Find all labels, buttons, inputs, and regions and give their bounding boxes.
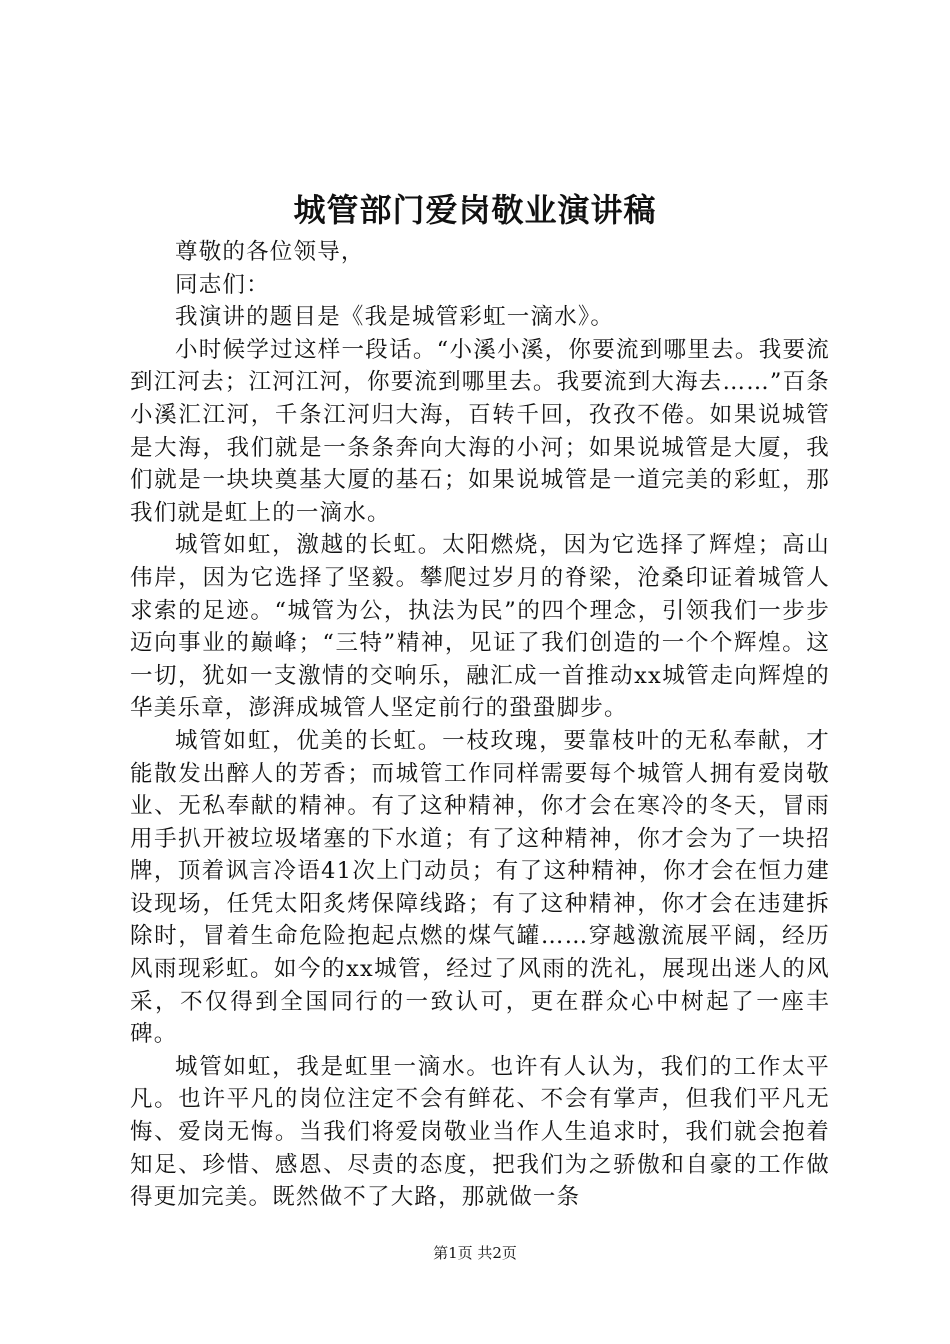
salutation-leaders: 尊敬的各位领导， <box>175 239 365 265</box>
body-paragraph: 小时候学过这样一段话。“小溪小溪，你要流到哪里去。我要流到江河去；江河江河，你要流到哪里去。我要流到大海去……”百条小溪汇江河，千条江河归大海，百转千回，孜孜不倦。如果说城管是大海，我们就是一条条奔向大海的小河；如果说城管是大厦，我们就是一块块奠基大厦的基石；如果说城管是一道完美的彩虹，那我们就是虹上的一滴水。 <box>130 336 831 526</box>
speech-topic: 我演讲的题目是《我是城管彩虹一滴水》。 <box>175 304 615 331</box>
document-title: 城管部门爱岗敬业演讲稿 <box>293 191 657 229</box>
body-paragraph: 城管如虹，激越的长虹。太阳燃烧，因为它选择了辉煌；高山伟岸，因为它选择了坚毅。攀爬过岁月的脊梁，沧桑印证着城管人求索的足迹。“城管为公，执法为民”的四个理念，引领我们一步步迈向事业的巅峰；“三特”精神，见证了我们创造的一个个辉煌。这一切，犹如一支激情的交响乐，融汇成一首推动xx城管走向辉煌的华美乐章，澎湃成城管人坚定前行的蛩蛩脚步。 <box>130 532 830 722</box>
body-paragraph: 城管如虹，优美的长虹。一枝玫瑰，要靠枝叶的无私奉献，才能散发出醉人的芳香；而城管工作同样需要每个城管人拥有爱岗敬业、无私奉献的精神。有了这种精神，你才会在寒冷的冬天，冒雨用手扒开被垃圾堵塞的下水道；有了这种精神，你才会为了一块招牌，顶着讽言冷语41次上门动员；有了这种精神，你才会在恒力建设现场，任凭太阳炙烤保障线路；有了这种精神，你才会在违建拆除时，冒着生命危险抱起点燃的煤气罐……穿越激流展平阔，经历风雨现彩虹。如今的xx城管，经过了风雨的洗礼，展现出迷人的风采，不仅得到全国同行的一致认可，更在群众心中树起了一座丰碑。 <box>130 727 830 1048</box>
page-number-footer: 第1页 共2页 <box>433 1244 517 1262</box>
body-paragraph: 城管如虹，我是虹里一滴水。也许有人认为，我们的工作太平凡。也许平凡的岗位注定不会有鲜花、不会有掌声，但我们平凡无悔、爱岗无悔。当我们将爱岗敬业当作人生追求时，我们就会抱着知足、珍惜、感恩、尽责的态度，把我们为之骄傲和自豪的工作做得更加完美。既然做不了大路，那就做一条 <box>130 1053 830 1211</box>
document-body <box>130 236 830 1214</box>
salutation-comrades: 同志们： <box>175 271 270 298</box>
